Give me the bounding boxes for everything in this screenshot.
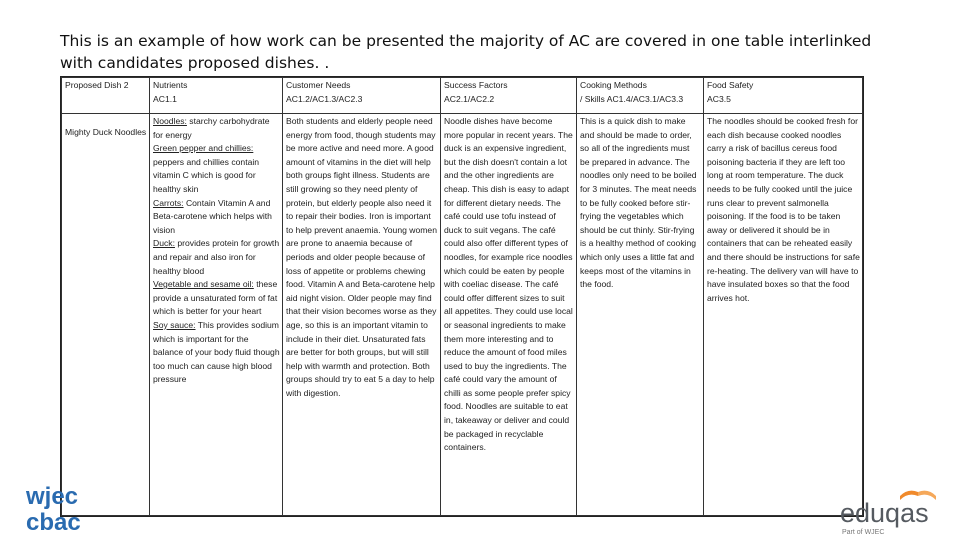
cell-cooking-methods: This is a quick dish to make and should be made to order, so all of the ingredients must be prepared in advance. The noodles only need to be boiled for 3 minutes. The meat needs to be fully cooked before stir-frying the vegetables which should be cut thinly. Stir-frying is a healthy method of cooking which only uses a little fat and keeps most of the vitamins in the food.: [577, 114, 704, 516]
table-row: [62, 114, 863, 516]
cell-success-factors: Noodle dishes have become more popular in recent years. The duck is an expensive ingredient, but the dish doesn't contain a lot and the other ingredients are cheap. This dish is easy to adapt for different dietary needs. The café could use tofu instead of duck to suit vegans. The café could also offer different types of noodles, for example rice noodles which could be eaten by people with coeliac disease. The café could offer different sizes to suit all appetites. They could use local or seasonal ingredients to make them more interesting and to reduce the amount of food miles used to buy the ingredients. The café could vary the amount of chilli as some people prefer spicy food. Noodles are suitable to eat in, takeaway or deliver and could be packaged in recyclable containers.: [441, 114, 577, 516]
nutrient-item: Green pepper and chillies: peppers and chillies contain vitamin C which is good for healthy skin: [153, 143, 260, 194]
dish-table: [61, 77, 863, 516]
nutrient-item: Noodles: starchy carbohydrate for energy: [153, 116, 270, 140]
header-row: [62, 78, 863, 114]
eduqas-sub-text: Part of WJEC: [842, 529, 885, 536]
eduqas-logo-text: eduqas: [840, 498, 929, 528]
page-heading: This is an example of how work can be presented the majority of AC are covered in one table interlinked with candidates proposed dishes. .: [60, 32, 872, 72]
header-proposed-dish: Proposed Dish 2: [62, 78, 150, 114]
cbac-logo-text: cbac: [26, 509, 81, 536]
wjec-logo-text: wjec: [26, 483, 79, 510]
cell-nutrients: [150, 114, 283, 516]
wjec-cbac-logo: [22, 478, 82, 536]
cell-customer-needs: Both students and elderly people need energy from food, though students may be more active and need more. A good amount of vitamins in the diet will help both groups fight illness. Students are still growing so they need plenty of protein, but elderly people also need it to repair their bodies. Iron is important to help prevent anaemia. Young women are prone to anaemia because of periods and older people because of loss of appetite or problems chewing food. Vitamin A and Beta-carotene help aid night vision. Older people may find that their vision becomes worse as they age, so this is an important vitamin to include in their diet. Unsaturated fats are better for both groups, but will still help with warmth and protection. Both groups should try to eat 5 a day to help with digestion.: [283, 114, 441, 516]
header-nutrients: Nutrients AC1.1: [150, 78, 283, 114]
dish-table-wrapper: [60, 76, 864, 517]
cell-dish: Mighty Duck Noodles: [62, 114, 150, 516]
header-success-factors: Success Factors AC2.1/AC2.2: [441, 78, 577, 114]
header-customer-needs: Customer Needs AC1.2/AC1.3/AC2.3: [283, 78, 441, 114]
header-cooking-methods: Cooking Methods / Skills AC1.4/AC3.1/AC3.3: [577, 78, 704, 114]
eduqas-logo: [838, 486, 950, 536]
cell-food-safety: The noodles should be cooked fresh for each dish because cooked noodles carry a risk of bacillus cereus food poisoning bacteria if they are left too long at room temperature. The duck needs to be fully cooked until the juice runs clear to prevent salmonella poisoning. If the food is to be taken away or delivered it should be in containers that can be reheated easily and there should be instructions for safe re-heating. The delivery van will have to have insulated boxes so that the food arrives hot.: [704, 114, 863, 516]
nutrient-item: Carrots: Contain Vitamin A and Beta-carotene which helps with vision: [153, 197, 272, 235]
nutrient-item: Vegetable and sesame oil: these provide a unsaturated form of fat which is better for your heart: [153, 279, 278, 317]
nutrient-item: Duck: provides protein for growth and repair and also iron for healthy blood: [153, 238, 280, 276]
header-food-safety: Food Safety AC3.5: [704, 78, 863, 114]
nutrient-item: Soy sauce: This provides sodium which is important for the balance of your body fluid though too much can cause high blood pressure: [153, 319, 280, 385]
